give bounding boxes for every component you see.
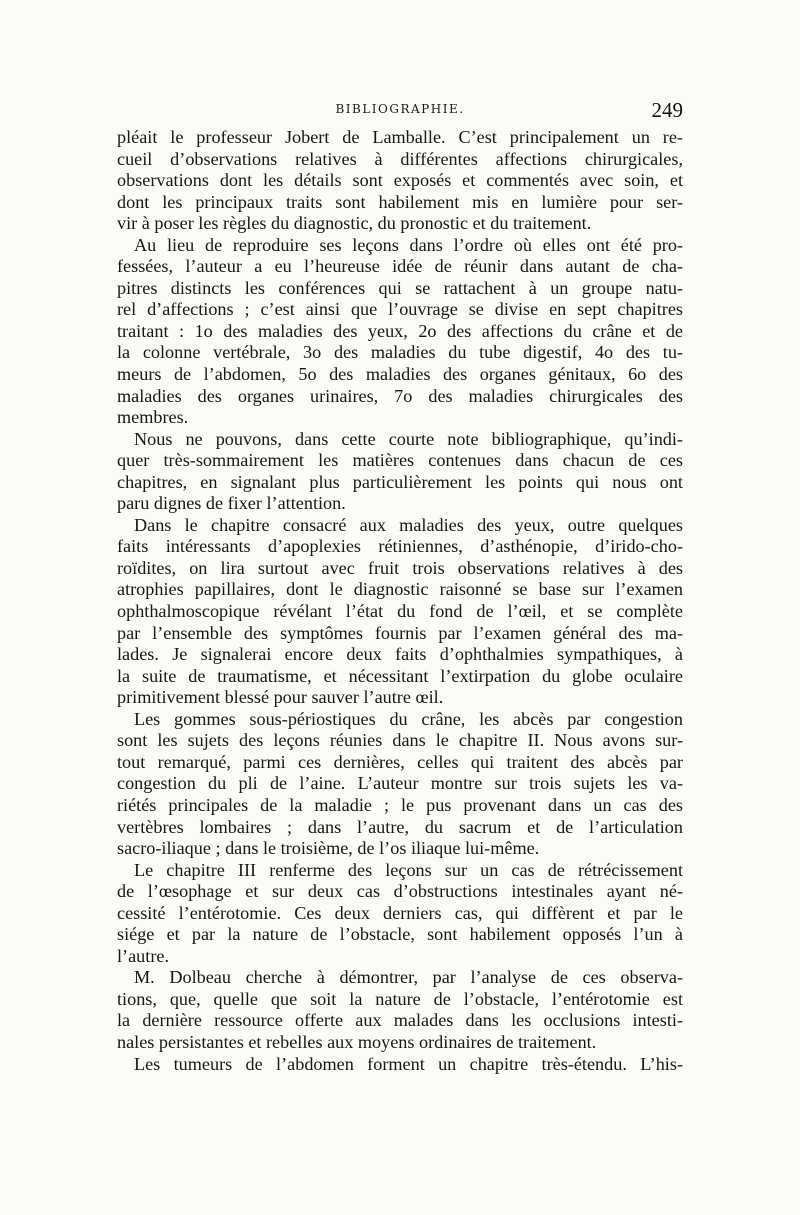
text-line: meurs de l’abdomen, 5o des maladies des organes génitaux, 6o des	[117, 364, 683, 385]
page-header	[117, 98, 683, 126]
text-line: de l’œsophage et sur deux cas d’obstructions intestinales ayant né-	[117, 881, 683, 902]
text-line: l’autre.	[117, 945, 170, 966]
text-line: par l’ensemble des symptômes fournis par l’examen général des ma-	[117, 622, 683, 643]
body-text	[117, 127, 683, 1075]
text-line: membres.	[117, 407, 189, 428]
text-line: congestion du pli de l’aine. L’auteur montre sur trois sujets les va-	[117, 773, 683, 794]
text-line: nales persistantes et rebelles aux moyens ordinaires de traitement.	[117, 1031, 597, 1052]
text-line: fessées, l’auteur a eu l’heureuse idée de réunir dans autant de cha-	[117, 256, 683, 277]
text-line: Au lieu de reproduire ses leçons dans l’ordre où elles ont été pro-	[134, 234, 683, 255]
text-line: sont les sujets des leçons réunies dans le chapitre II. Nous avons sur-	[117, 730, 683, 751]
text-line: Nous ne pouvons, dans cette courte note bibliographique, qu’indi-	[134, 428, 683, 449]
text-line: Les gommes sous-périostiques du crâne, les abcès par congestion	[134, 708, 683, 729]
text-line: siége et par la nature de l’obstacle, sont habilement opposés l’un à	[117, 924, 683, 945]
text-line: riétés principales de la maladie ; le pus provenant dans un cas des	[117, 794, 683, 815]
page-number: 249	[651, 98, 683, 122]
text-line: cueil d’observations relatives à différentes affections chirurgicales,	[117, 148, 683, 169]
text-line: paru dignes de fixer l’attention.	[117, 493, 346, 514]
text-line: cessité l’entérotomie. Ces deux derniers cas, qui diffèrent et par le	[117, 902, 683, 923]
text-line: atrophies papillaires, dont le diagnostic raisonné se base sur l’examen	[117, 579, 683, 600]
text-line: Dans le chapitre consacré aux maladies des yeux, outre quelques	[134, 514, 683, 535]
text-line: chapitres, en signalant plus particulièrement les points qui nous ont	[117, 471, 683, 492]
text-line: lades. Je signalerai encore deux faits d’ophthalmies sympathiques, à	[117, 644, 683, 665]
text-line: traitant : 1o des maladies des yeux, 2o des affections du crâne et de	[117, 320, 683, 341]
text-line: tout remarqué, parmi ces dernières, celles qui traitent des abcès par	[117, 751, 683, 772]
text-line: quer très-sommairement les matières contenues dans chacun de ces	[117, 450, 683, 471]
text-line: vir à poser les règles du diagnostic, du pronostic et du traitement.	[117, 213, 592, 234]
text-line: pléait le professeur Jobert de Lamballe. C’est principalement un re-	[117, 127, 683, 147]
text-line: Le chapitre III renferme des leçons sur un cas de rétrécissement	[134, 859, 683, 880]
text-line: pitres distincts les conférences qui se rattachent à un groupe natu-	[117, 277, 683, 298]
text-line: M. Dolbeau cherche à démontrer, par l’analyse de ces observa-	[134, 967, 683, 988]
text-line: sacro-iliaque ; dans le troisième, de l’os iliaque lui-même.	[117, 838, 540, 859]
text-line: observations dont les détails sont exposés et commentés avec soin, et	[117, 170, 683, 191]
text-line: tions, que, quelle que soit la nature de l’obstacle, l’entérotomie est	[117, 988, 683, 1009]
text-line: la suite de traumatisme, et nécessitant l’extirpation du globe oculaire	[117, 665, 683, 686]
running-title: BIBLIOGRAPHIE.	[335, 102, 465, 116]
text-line: Les tumeurs de l’abdomen forment un chapitre très-étendu. L’his-	[134, 1053, 683, 1074]
text-line: la dernière ressource offerte aux malades dans les occlusions intesti-	[117, 1010, 683, 1031]
text-line: vertèbres lombaires ; dans l’autre, du sacrum et de l’articulation	[117, 816, 683, 837]
text-line: la colonne vertébrale, 3o des maladies du tube digestif, 4o des tu-	[117, 342, 683, 363]
text-line: rel d’affections ; c’est ainsi que l’ouvrage se divise en sept chapitres	[117, 299, 683, 320]
text-line: roïdites, on lira surtout avec fruit trois observations relatives à des	[117, 557, 683, 578]
text-line: dont les principaux traits sont habilement mis en lumière pour ser-	[117, 191, 683, 212]
text-line: faits intéressants d’apoplexies rétiniennes, d’asthénopie, d’irido-cho-	[117, 536, 683, 557]
text-line: ophthalmoscopique révélant l’état du fond de l’œil, et se complète	[117, 601, 683, 622]
text-line: maladies des organes urinaires, 7o des maladies chirurgicales des	[117, 385, 683, 406]
text-line: primitivement blessé pour sauver l’autre œil.	[117, 687, 444, 708]
